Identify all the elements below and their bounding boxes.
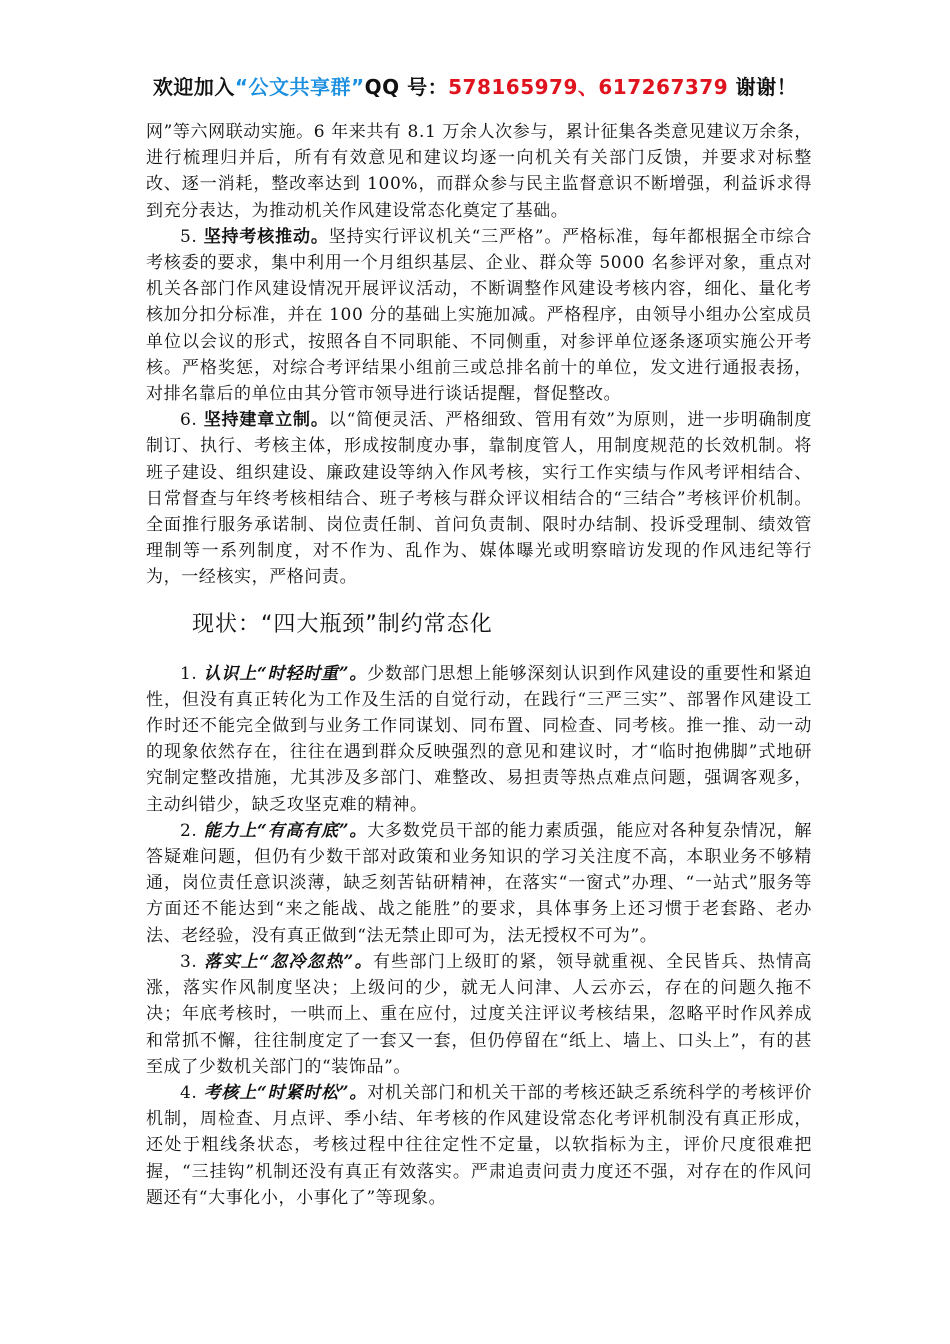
document-body	[146, 119, 812, 1211]
item-lead: 落实上“忽冷忽热”。	[204, 951, 373, 972]
item-text: 坚持实行评议机关“三严格”。严格标准，每年都根据全市综合考核委的要求，集中利用一个月组织基层、企业、群众等 5000 名参评对象，重点对机关各部门作风建设情况开展评议活动，不断调整作风建设考核内容，细化、量化考核加分扣分标准，并在 100 分的基础上实施加减。严格程序，由领导小组办公室成员单位以会议的形式，按照各自不同职能、不同侧重，对参评单位逐条逐项实施公开考核。严格奖惩，对综合考评结果小组前三或总排名前十的单位，发文进行通报表扬，对排名靠后的单位由其分管市领导进行谈话提醒，督促整改。	[146, 226, 812, 405]
item-number: 4.	[180, 1082, 204, 1103]
item-number: 3.	[180, 951, 205, 972]
item-lead: 能力上“有高有底”。	[203, 820, 368, 841]
item-lead: 坚持考核推动。	[203, 226, 329, 247]
item-paragraph-3	[146, 949, 812, 1080]
header-suffix: 谢谢！	[728, 75, 798, 99]
item-text: 以“简便灵活、严格细致、管用有效”为原则，进一步明确制度制订、执行、考核主体，形成按制度办事，靠制度管人，用制度规范的长效机制。将班子建设、组织建设、廉政建设等纳入作风考核，实行工作实绩与作风考评相结合、日常督查与年终考核相结合、班子考核与群众评议相结合的“三结合”考核评价机制。全面推行服务承诺制、岗位责任制、首问负责制、限时办结制、投诉受理制、绩效管理制等一系列制度，对不作为、乱作为、媒体曝光或明察暗访发现的作风违纪等行为，一经核实，严格问责。	[146, 410, 812, 588]
item-paragraph-1	[146, 661, 812, 818]
item-lead: 考核上“时紧时松”。	[203, 1082, 368, 1103]
header-qq-numbers: 578165979、617267379	[448, 75, 729, 99]
item-text: 有些部门上级盯的紧，领导就重视、全民皆兵、热情高涨，落实作风制度坚决；上级问的少，就无人问津、人云亦云，存在的问题久拖不决；年底考核时，一哄而上、重在应付，过度关注评议考核结果，忽略平时作风养成和常抓不懈，往往制度定了一套又一套，但仍停留在“纸上、墙上、口头上”，有的甚至成了少数机关部门的“装饰品”。	[146, 951, 812, 1077]
item-number: 6.	[180, 410, 204, 431]
item-paragraph-5	[146, 224, 812, 407]
header-qq-label: QQ 号：	[364, 75, 449, 99]
item-text: 大多数党员干部的能力素质强，能应对各种复杂情况，解答疑难问题，但仍有少数干部对政策和业务知识的学习关注度不高，本职业务不够精通，岗位责任意识淡薄，缺乏刻苦钻研精神，在落实“一窗式”办理、“一站式”服务等方面还不能达到“来之能战、战之能胜”的要求，具体事务上还习惯于老套路、老办法、老经验，没有真正做到“法无禁止即可为，法无授权不可为”。	[146, 820, 812, 946]
item-paragraph-6	[146, 407, 812, 590]
item-lead: 坚持建章立制。	[203, 410, 329, 431]
section-title: 现状：“四大瓶颈”制约常态化	[192, 611, 493, 637]
item-text: 对机关部门和机关干部的考核还缺乏系统科学的考核评价机制，周检查、月点评、季小结、年考核的作风建设常态化考评机制没有真正形成，还处于粗线条状态，考核过程中往往定性不定量，以软指标为主，评价尺度很难把握，“三挂钩”机制还没有真正有效落实。严肃追责问责力度还不强，对存在的作风问题还有“大事化小，小事化了”等现象。	[146, 1082, 812, 1208]
item-text: 少数部门思想上能够深刻认识到作风建设的重要性和紧迫性，但没有真正转化为工作及生活的自觉行动，在践行“三严三实”、部署作风建设工作时还不能完全做到与业务工作同谋划、同布置、同检查、同考核。推一推、动一动的现象依然存在，往往在遇到群众反映强烈的意见和建议时，才“临时抱佛脚”式地研究制定整改措施，尤其涉及多部门、难整改、易担责等热点难点问题，强调客观多，主动纠错少，缺乏攻坚克难的精神。	[146, 663, 812, 815]
item-number: 1.	[180, 663, 204, 684]
item-number: 5.	[180, 226, 204, 247]
item-number: 2.	[180, 820, 204, 841]
intro-paragraph: 网”等六网联动实施。6 年来共有 8.1 万余人次参与，累计征集各类意见建议万余条，进行梳理归并后，所有有效意见和建议均逐一向机关有关部门反馈，并要求对标整改、逐一消耗，整改率达到 100%，而群众参与民主监督意识不断增强，利益诉求得到充分表达，为推动机关作风建设常态化奠定了基础。	[146, 122, 812, 221]
header-group-name: “公文共享群”	[234, 75, 365, 99]
header-prefix: 欢迎加入	[152, 75, 235, 99]
item-lead: 认识上“时轻时重”。	[203, 663, 368, 684]
item-paragraph-4	[146, 1080, 812, 1211]
page-header-banner	[0, 72, 950, 102]
item-paragraph-2	[146, 818, 812, 949]
